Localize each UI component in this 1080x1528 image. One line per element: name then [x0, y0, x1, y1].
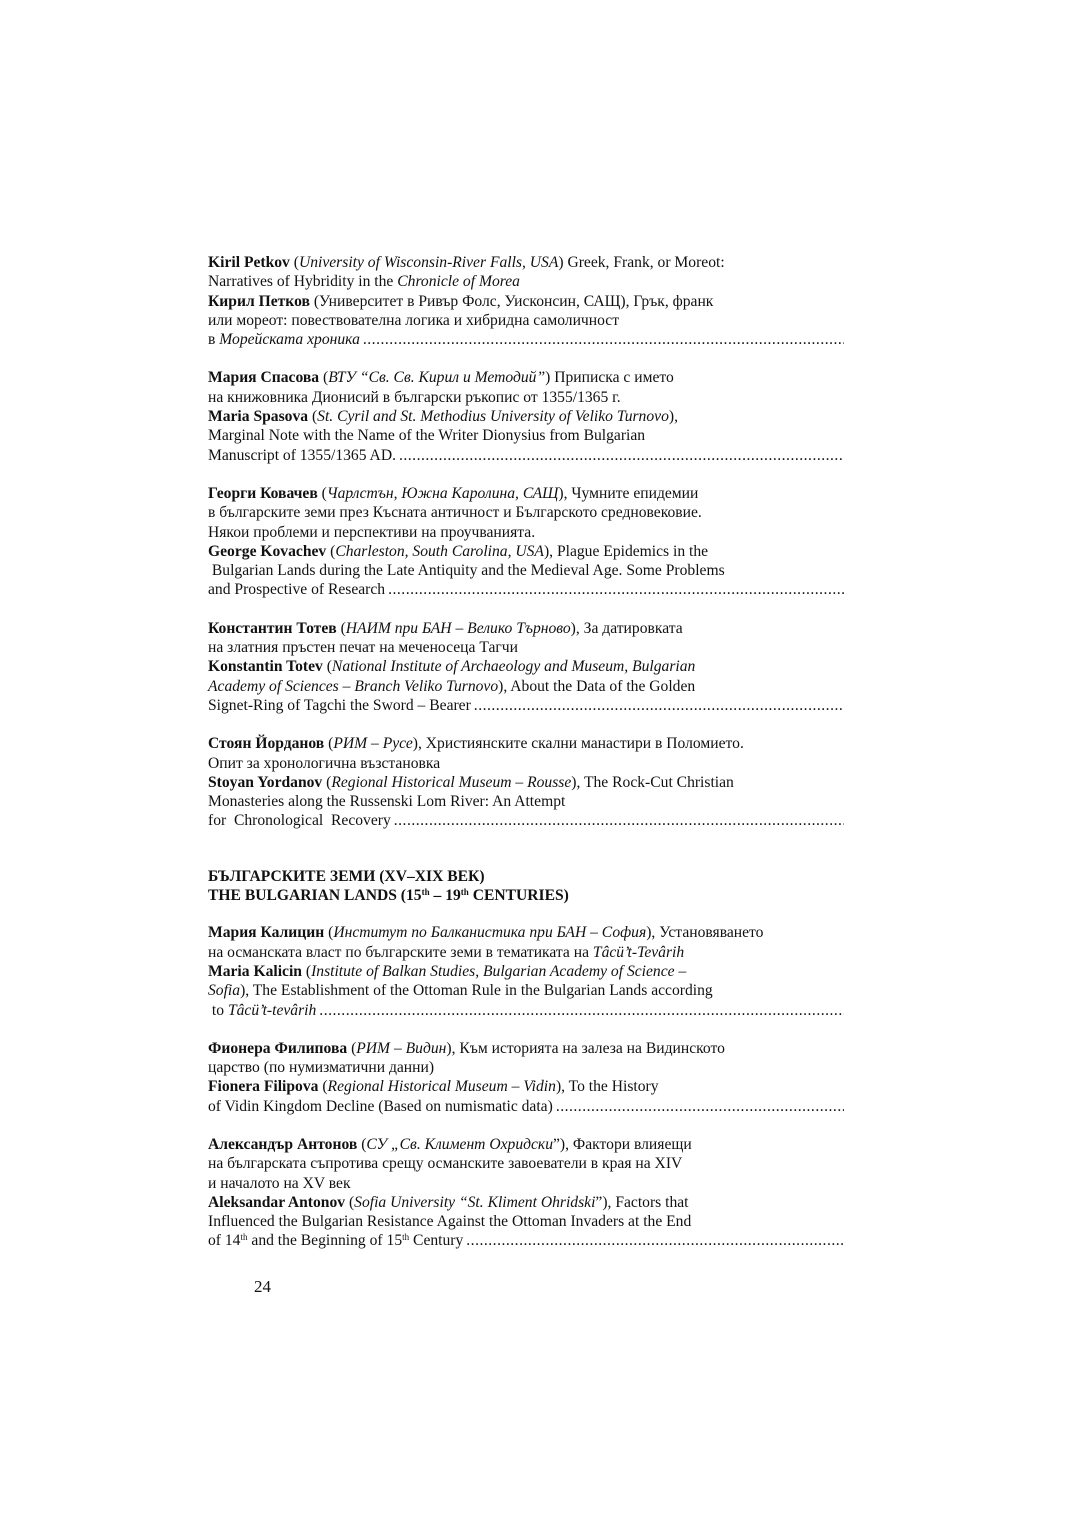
- entry-line: Fionera Filipova (Regional Historical Museum – Vidin), To the History: [208, 1078, 659, 1096]
- entry-line: Sofia), The Establishment of the Ottoman Rule in the Bulgarian Lands according: [208, 982, 713, 1000]
- affiliation: Regional Historical Museum – Rousse: [331, 773, 572, 791]
- dot-leader: [319, 1001, 844, 1020]
- author-name: Александър Антонов: [208, 1135, 358, 1153]
- affiliation: Чарлстън, Южна Каролина, САЩ: [326, 484, 559, 502]
- author-name: Кирил Петков: [208, 292, 310, 310]
- affiliation: ВТУ “Св. Св. Кирил и Методий”: [328, 369, 546, 387]
- dot-leader: [556, 1097, 844, 1116]
- entry-line: Maria Spasova (St. Cyril and St. Methodius University of Veliko Turnovo),: [208, 408, 678, 426]
- entry-line: на българската съпротива срещу османските завоеватели в края на XIV: [208, 1155, 683, 1173]
- entry-line: Maria Kalicin (Institute of Balkan Studies, Bulgarian Academy of Science –: [208, 962, 687, 980]
- author-name: Георги Ковачев: [208, 484, 318, 502]
- author-name: Мария Калицин: [208, 924, 325, 942]
- affiliation: National Institute of Archaeology and Museum, Bulgarian: [331, 658, 696, 676]
- author-name: Kiril Petkov: [208, 254, 290, 271]
- entry-line: Някои проблеми и перспективи на проучванията.: [208, 523, 536, 541]
- dot-leader: [363, 330, 844, 349]
- entry-line: Kiril Petkov (University of Wisconsin-River Falls, USA) Greek, Frank, or Moreot:: [208, 254, 725, 271]
- entry-line: Monasteries along the Russenski Lom River: An Attempt: [208, 793, 566, 811]
- affiliation: РИМ – Русе: [333, 735, 413, 753]
- entry-line: на златния пръстен печат на меченосеца Тагчи: [208, 639, 518, 657]
- author-name: George Kovachev: [208, 542, 327, 560]
- entry-line: Bulgarian Lands during the Late Antiquity and the Medieval Age. Some Problems: [208, 562, 725, 580]
- section-title-bg: БЪЛГАРСКИТЕ ЗЕМИ (XV–XIX ВЕК): [208, 867, 485, 885]
- entry-line-leader: of Vidin Kingdom Decline (Based on numismatic data) .....: [208, 1097, 844, 1116]
- entry-line: Стоян Йорданов (РИМ – Русе), Християнските скални манастири в Поломието.: [208, 735, 744, 753]
- entry-line: в българските земи през Късната античност и Българското средновековие.: [208, 504, 702, 522]
- author-name: Konstantin Totev: [208, 658, 323, 676]
- affiliation: St. Cyril and St. Methodius University of Veliko Turnovo: [317, 408, 669, 426]
- affiliation: Charleston, South Carolina, USA: [335, 542, 544, 560]
- entry-line: Кирил Петков (Университет в Ривър Фолс, Уисконсин, САЩ), Грък, франк: [208, 292, 714, 310]
- entry-line: Konstantin Totev (National Institute of Archaeology and Museum, Bulgarian: [208, 658, 696, 676]
- affiliation: СУ „Св. Климент Охридски: [366, 1135, 554, 1153]
- entry-line: на османската власт по българските земи в тематиката на Tâcü’t-Tevârih: [208, 943, 685, 961]
- entry-line: и началото на XV век: [208, 1174, 351, 1192]
- author-name: Stoyan Yordanov: [208, 773, 323, 791]
- affiliation: Sofia University “St. Kliment Ohridski: [354, 1193, 596, 1211]
- author-name: Стоян Йорданов: [208, 735, 325, 753]
- affiliation: Regional Historical Museum – Vidin: [327, 1078, 556, 1096]
- entry-line: Narratives of Hybridity in the Chronicle of Morea: [208, 273, 520, 291]
- entry-line: или мореот: повествователна логика и хибридна самоличност: [208, 311, 620, 329]
- entry-line-leader: of 14th and the Beginning of 15th Century .....: [208, 1231, 844, 1250]
- toc-entry: [208, 619, 844, 715]
- dot-leader: [474, 696, 844, 715]
- entry-line: Aleksandar Antonov (Sofia University “St. Kliment Ohridski”), Factors that: [208, 1193, 689, 1211]
- entry-line-leader: в Морейската хроника .....: [208, 330, 844, 349]
- entry-line: царство (по нумизматични данни): [208, 1059, 435, 1077]
- affiliation: Sofia: [208, 982, 241, 1000]
- entry-line: Мария Спасова (ВТУ “Св. Св. Кирил и Методий”) Приписка с името: [208, 369, 674, 387]
- author-name: Maria Kalicin: [208, 962, 302, 980]
- author-name: Aleksandar Antonov: [208, 1193, 346, 1211]
- author-name: Fionera Filipova: [208, 1078, 319, 1096]
- affiliation: Институт по Балканистика при БАН – София: [333, 924, 647, 942]
- dot-leader: [394, 811, 844, 830]
- entry-line: Мария Калицин (Институт по Балканистика при БАН – София), Установяването: [208, 924, 764, 942]
- dot-leader: [388, 580, 844, 599]
- dot-leader: [466, 1231, 844, 1250]
- dot-leader: [399, 446, 844, 465]
- entry-line: Александър Антонов (СУ „Св. Климент Охридски”), Фактори влияещи: [208, 1135, 692, 1153]
- section-title-en: THE BULGARIAN LANDS (15th – 19th CENTURIES): [208, 887, 569, 905]
- entry-line-leader: for Chronological Recovery .....: [208, 811, 844, 830]
- entry-line: Academy of Sciences – Branch Veliko Turnovo), About the Data of the Golden: [208, 677, 696, 695]
- author-name: Фионера Филипова: [208, 1039, 348, 1057]
- affiliation: Institute of Balkan Studies, Bulgarian Academy of Science –: [311, 962, 687, 980]
- affiliation: НАИМ при БАН – Велико Търново: [345, 619, 571, 637]
- entry-line-leader: to Tâcü’t-tevârih .....: [208, 1001, 844, 1020]
- author-name: Maria Spasova: [208, 408, 309, 426]
- author-name: Константин Тотев: [208, 619, 337, 637]
- entry-line-leader: Signet-Ring of Tagchi the Sword – Bearer .....: [208, 696, 844, 715]
- entry-line-leader: Manuscript of 1355/1365 AD. .....: [208, 446, 844, 465]
- entry-line: Stoyan Yordanov (Regional Historical Museum – Rousse), The Rock-Cut Christian: [208, 773, 734, 791]
- affiliation: Academy of Sciences – Branch Veliko Turnovo: [208, 677, 499, 695]
- affiliation: РИМ – Видин: [356, 1039, 447, 1057]
- entry-line: Опит за хронологична възстановка: [208, 754, 441, 772]
- entry-line: Георги Ковачев (Чарлстън, Южна Каролина, САЩ), Чумните епидемии: [208, 484, 699, 502]
- entry-line: George Kovachev (Charleston, South Carolina, USA), Plague Epidemics in the: [208, 542, 709, 560]
- entry-line: Influenced the Bulgarian Resistance Against the Ottoman Invaders at the End: [208, 1213, 692, 1231]
- toc-entry: [208, 1039, 844, 1116]
- section-heading: [208, 867, 844, 906]
- entry-line: Marginal Note with the Name of the Writer Dionysius from Bulgarian: [208, 427, 646, 445]
- toc-entry: [208, 368, 844, 464]
- page-number: 24: [254, 1277, 271, 1296]
- entry-line: Фионера Филипова (РИМ – Видин), Към историята на залеза на Видинското: [208, 1039, 725, 1057]
- entry-line: на книжовника Дионисий в български ръкопис от 1355/1365 г.: [208, 388, 621, 406]
- toc-entry: [208, 734, 844, 830]
- entry-line-leader: and Prospective of Research .....: [208, 580, 844, 599]
- toc-entry: [208, 923, 844, 1019]
- toc-entry: [208, 484, 844, 600]
- entry-line: Константин Тотев (НАИМ при БАН – Велико Търново), За датировката: [208, 619, 683, 637]
- toc-entry: [208, 1135, 844, 1251]
- table-of-contents: [208, 253, 844, 1270]
- author-name: Мария Спасова: [208, 369, 320, 387]
- affiliation: University of Wisconsin-River Falls, USA: [298, 254, 559, 271]
- toc-entry: [208, 253, 844, 349]
